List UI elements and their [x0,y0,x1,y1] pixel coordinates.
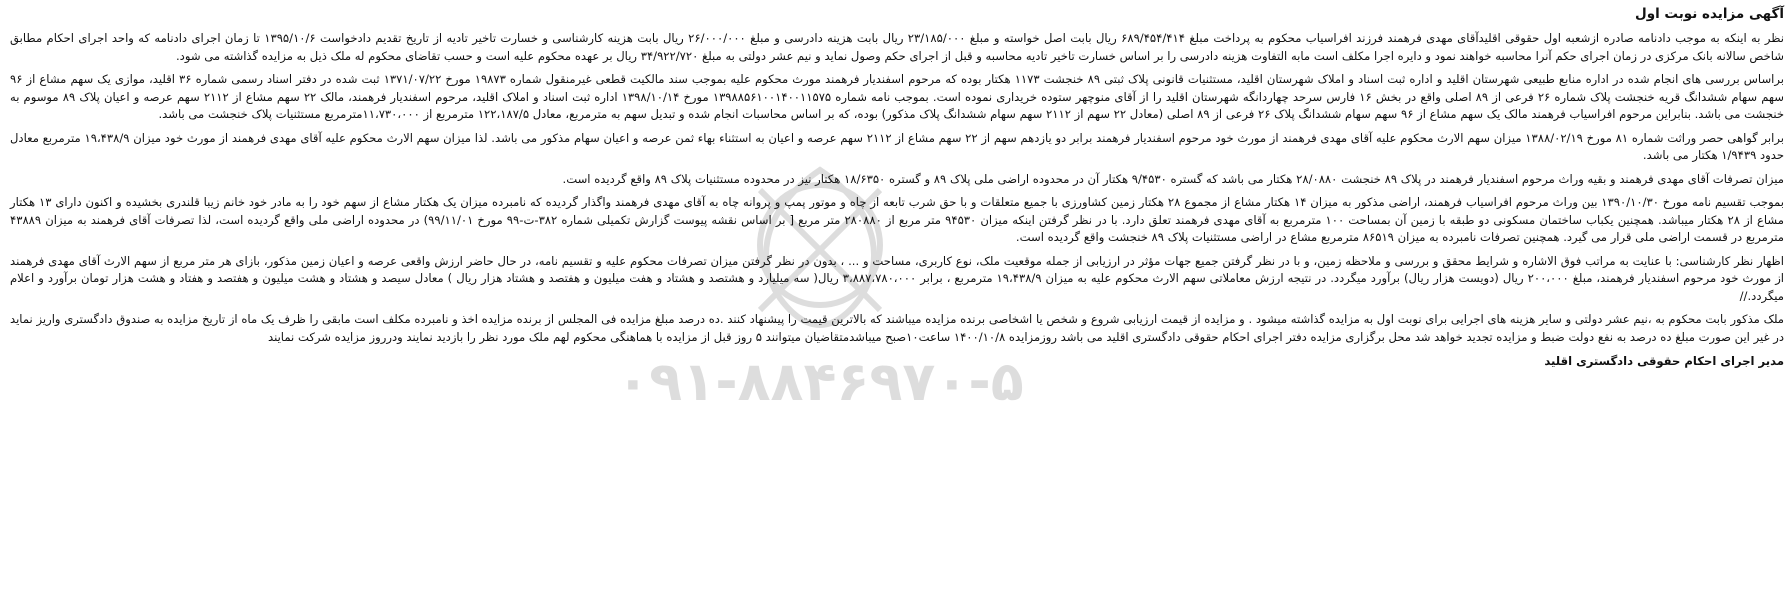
notice-title: آگهی مزایده نوبت اول [1635,6,1784,22]
signature: مدیر اجرای احکام حقوقی دادگستری اقلید [1544,354,1784,368]
paragraph-judgment: نظر به اینکه به موجب دادنامه صادره ازشعبه اول حقوقی اقلیدآقای مهدی فرهمند فرزند افراسیاب محکوم به پرداخت مبلغ ۶۸۹/۴۵۴/۴۱۴ ریال بابت اصل خواسته و مبلغ ۲۳/۱۸۵/۰۰۰ ریال بابت هزینه دادرسی و مبلغ ۲۶/۰۰۰/۰۰۰ ریال بابت هزینه کارشناسی و خسارت تاخیر تادیه از تاریخ تقدیم دادخواست ۱۳۹۵/۱۰/۶ تا زمان اجرای دادنامه که واحد اجرای احکام مطابق شاخص سالانه بانک مرکزی در زمان اجرای حکم آنرا محاسبه خواهند نمود و دایره اجرا مکلف است مابه التفاوت هزینه دادرسی را بر اساس خسارت تاخیر تادیه محاسبه و قبل از اجرای حکم وصول نماید و نیم عشر دولتی به مبلغ ۳۴/۹۲۲/۷۲۰ ریال بر عهده محکوم علیه است و حسب تقاضای محکوم له ملک ذیل به مزایده گذاشته می شود. [10,31,1784,63]
watermark-phone: ۰۹۱-۸۸۴۶۹۷۰-۵ [616,350,1024,413]
paragraph-division-deed: بموجب تقسیم نامه مورخ ۱۳۹۰/۱۰/۳۰ بین وراث مرحوم افراسیاب فرهمند، اراضی مذکور به میزان ۱۴ هکتار مشاع از مجموع ۲۸ هکتار زمین کشاورزی با جمیع متعلقات و با حق شرب تابعه از چاه و موتور پمپ و پروانه چاه به آقای مهدی فرهمند واگذار گردیده که نامبرده میزان یک هکتار مشاع از سهم خود را به مادر خود خانم زیبا قلندری بخشیده و اکنون دارای ۱۳ هکتار مشاع از ۲۸ هکتار میباشد. همچنین یکباب ساختمان مسکونی دو طبقه با زمین آن بمساحت ۱۰۰ مترمربع به آقای مهدی فرهمند تعلق دارد. با در نظر گرفتن اینکه میزان ۹۴۵۳۰ متر مربع از ۲۸۰۸۸۰ متر مربع [ بر اساس نقشه پیوست گزارش تکمیلی شماره ۳۸۲-ت-۹۹ مورخ ۹۹/۱۱/۰۱) در محدوده اراضی ملی واقع گردیده است، لذا تصرفات آقای فرهمند به میزان ۴۳۸۸۹ مترمربع در قسمت اراضی ملی قرار می گیرد. همچنین تصرفات نامبرده به میزان ۸۶۵۱۹ مترمربع مشاع در اراضی مستثنیات پلاک ۸۹ خنجشت واقع گردیده است. [10,195,1784,244]
paragraph-possession: میزان تصرفات آقای مهدی فرهمند و بقیه وراث مرحوم اسفندیار فرهمند در پلاک ۸۹ خنجشت ۲۸/۰۸۸۰ هکتار می باشد که گستره ۹/۴۵۳۰ هکتار آن در محدوده اراضی ملی پلاک ۸۹ و گستره ۱۸/۶۳۵۰ هکتار نیز در محدوده مستثنیات پلاک ۸۹ واقع گردیده است. [562,171,1784,186]
auction-notice [10,4,1784,370]
paragraph-inheritance: برابر گواهی حصر وراثت شماره ۸۱ مورخ ۱۳۸۸/۰۲/۱۹ میزان سهم الارث محکوم علیه آقای مهدی فرهمند از مورث خود مرحوم اسفندیار فرهمند برابر دو یازدهم سهم از ۲۲ سهم مشاع از ۲۱۱۲ سهم عرصه و اعیان به استثناء بهاء ثمن عرصه و اعیان سهام مذکور می باشد. لذا میزان سهم الارث محکوم علیه آقای مهدی فرهمند از مورث خود میزان ۱۹،۴۳۸/۹ مترمربع معادل حدود ۱/۹۴۳۹ هکتار می باشد. [10,130,1784,162]
paragraph-expert-opinion: اظهار نظر کارشناسی: با عنایت به مراتب فوق الاشاره و شرایط محقق و بررسی و ملاحظه زمین، و با در نظر گرفتن جمیع جهات مؤثر در ارزیابی از جمله موقعیت ملک، نوع کاربری، مساحت و ... ، بدون در نظر گرفتن میزان تصرفات محکوم علیه و تقسیم نامه، در حال حاضر ارزش واقعی عرصه و اعیان زمین مذکور، بازای هر متر مربع از سهم الارث آقای مهدی فرهمند از مورث خود مرحوم اسفندیار فرهمند، مبلغ ۲۰۰،۰۰۰ ریال (دویست هزار ریال) برآورد میگردد. در نتیجه ارزش معاملاتی سهم الارث محکوم علیه به میزان ۱۹،۴۳۸/۹ مترمربع ، برابر ۳،۸۸۷،۷۸۰،۰۰۰ ریال( سه میلیارد و هشتصد و هشتاد و هفت میلیون و هفتصد و هشتاد هزار ریال ) معادل سیصد و هشتاد و هشت میلیون و هفتصد و هفتاد و هشت هزار تومان برآورد و اعلام میگردد.// [10,253,1785,303]
paragraph-auction-terms: ملک مذکور بابت محکوم به ،نیم عشر دولتی و سایر هزینه های اجرایی برای نوبت اول به مزایده گذاشته میشود . و مزایده از قیمت ارزیابی شروع و شخص یا اشخاصی برنده مزایده میباشند که بالاترین قیمت را پیشنهاد کنند .ده درصد مبلغ مزایده فی المجلس از برنده مزایده اخذ و نامبرده مکلف است مابقی را ظرف یک ماه از تاریخ مزایده به صندوق دادگستری واریز نماید در غیر این صورت مبلغ ده درصد به نفع دولت ضبط و مزایده تجدید خواهد شد محل برگزاری مزایده دفتر اجرای احکام حقوقی دادگستری اقلید می باشد روزمزایده ۱۴۰۰/۱۰/۸ ساعت۱۰صبح میباشدمتقاضیان میتوانند ۵ روز قبل از مزایده با هماهنگی محکوم لهم ملک مورد نظر را بازدید نمایند ودرروز مزایده شرکت نمایند [10,312,1784,344]
paragraph-property-records: براساس بررسی های انجام شده در اداره منابع طبیعی شهرستان اقلید و اداره ثبت اسناد و املاک شهرستان اقلید، مستثنیات قانونی پلاک ثبتی ۸۹ خنجشت ۱۱۷۳ هکتار بوده که مرحوم اسفندیار فرهمند مورث محکوم علیه بموجب سند مالکیت قطعی غیرمنقول شماره ۱۹۸۷۳ مورخ ۱۳۷۱/۰۷/۲۲ ثبت شده در دفتر اسناد رسمی شماره ۳۶ اقلید، موازی یک سهم مشاع از ۹۶ سهم سهام ششدانگ قریه خنجشت پلاک شماره ۲۶ فرعی از ۸۹ اصلی واقع در بخش ۱۶ فارس سرحد چهاردانگه شهرستان اقلید را از آقای منوچهر ستوده خریداری نموده است. بموجب نامه شماره ۱۳۹۸۸۵۶۱۰۰۱۴۰۰۱۱۵۷۵ مورخ ۱۳۹۸/۱۰/۱۴ اداره ثبت اسناد و املاک اقلید، مرحوم اسفندیار فرهمند، مالک ۲۲ سهم مشاع از ۲۱۱۲ سهم عرصه و اعیان پلاک ۸۹ موسوم به خنجشت می باشد. بنابراین مرحوم افراسیاب فرهمند مالک یک سهم مشاع از ۹۶ سهم سهام ششدانگ پلاک ۲۶ فرعی از ۸۹ اصلی (معادل ۲۲ سهم از ۲۱۱۲ سهم سهام ششدانگ پلاک مذکور) بوده، که بر اساس محاسبات انجام شده و تبدیل سهم به مترمربع، معادل ۱۲۲،۱۸۷/۵ مترمربع از ۱۱،۷۳۰،۰۰۰مترمربع مستثنیات پلاک خنجشت می باشد. [10,72,1785,121]
